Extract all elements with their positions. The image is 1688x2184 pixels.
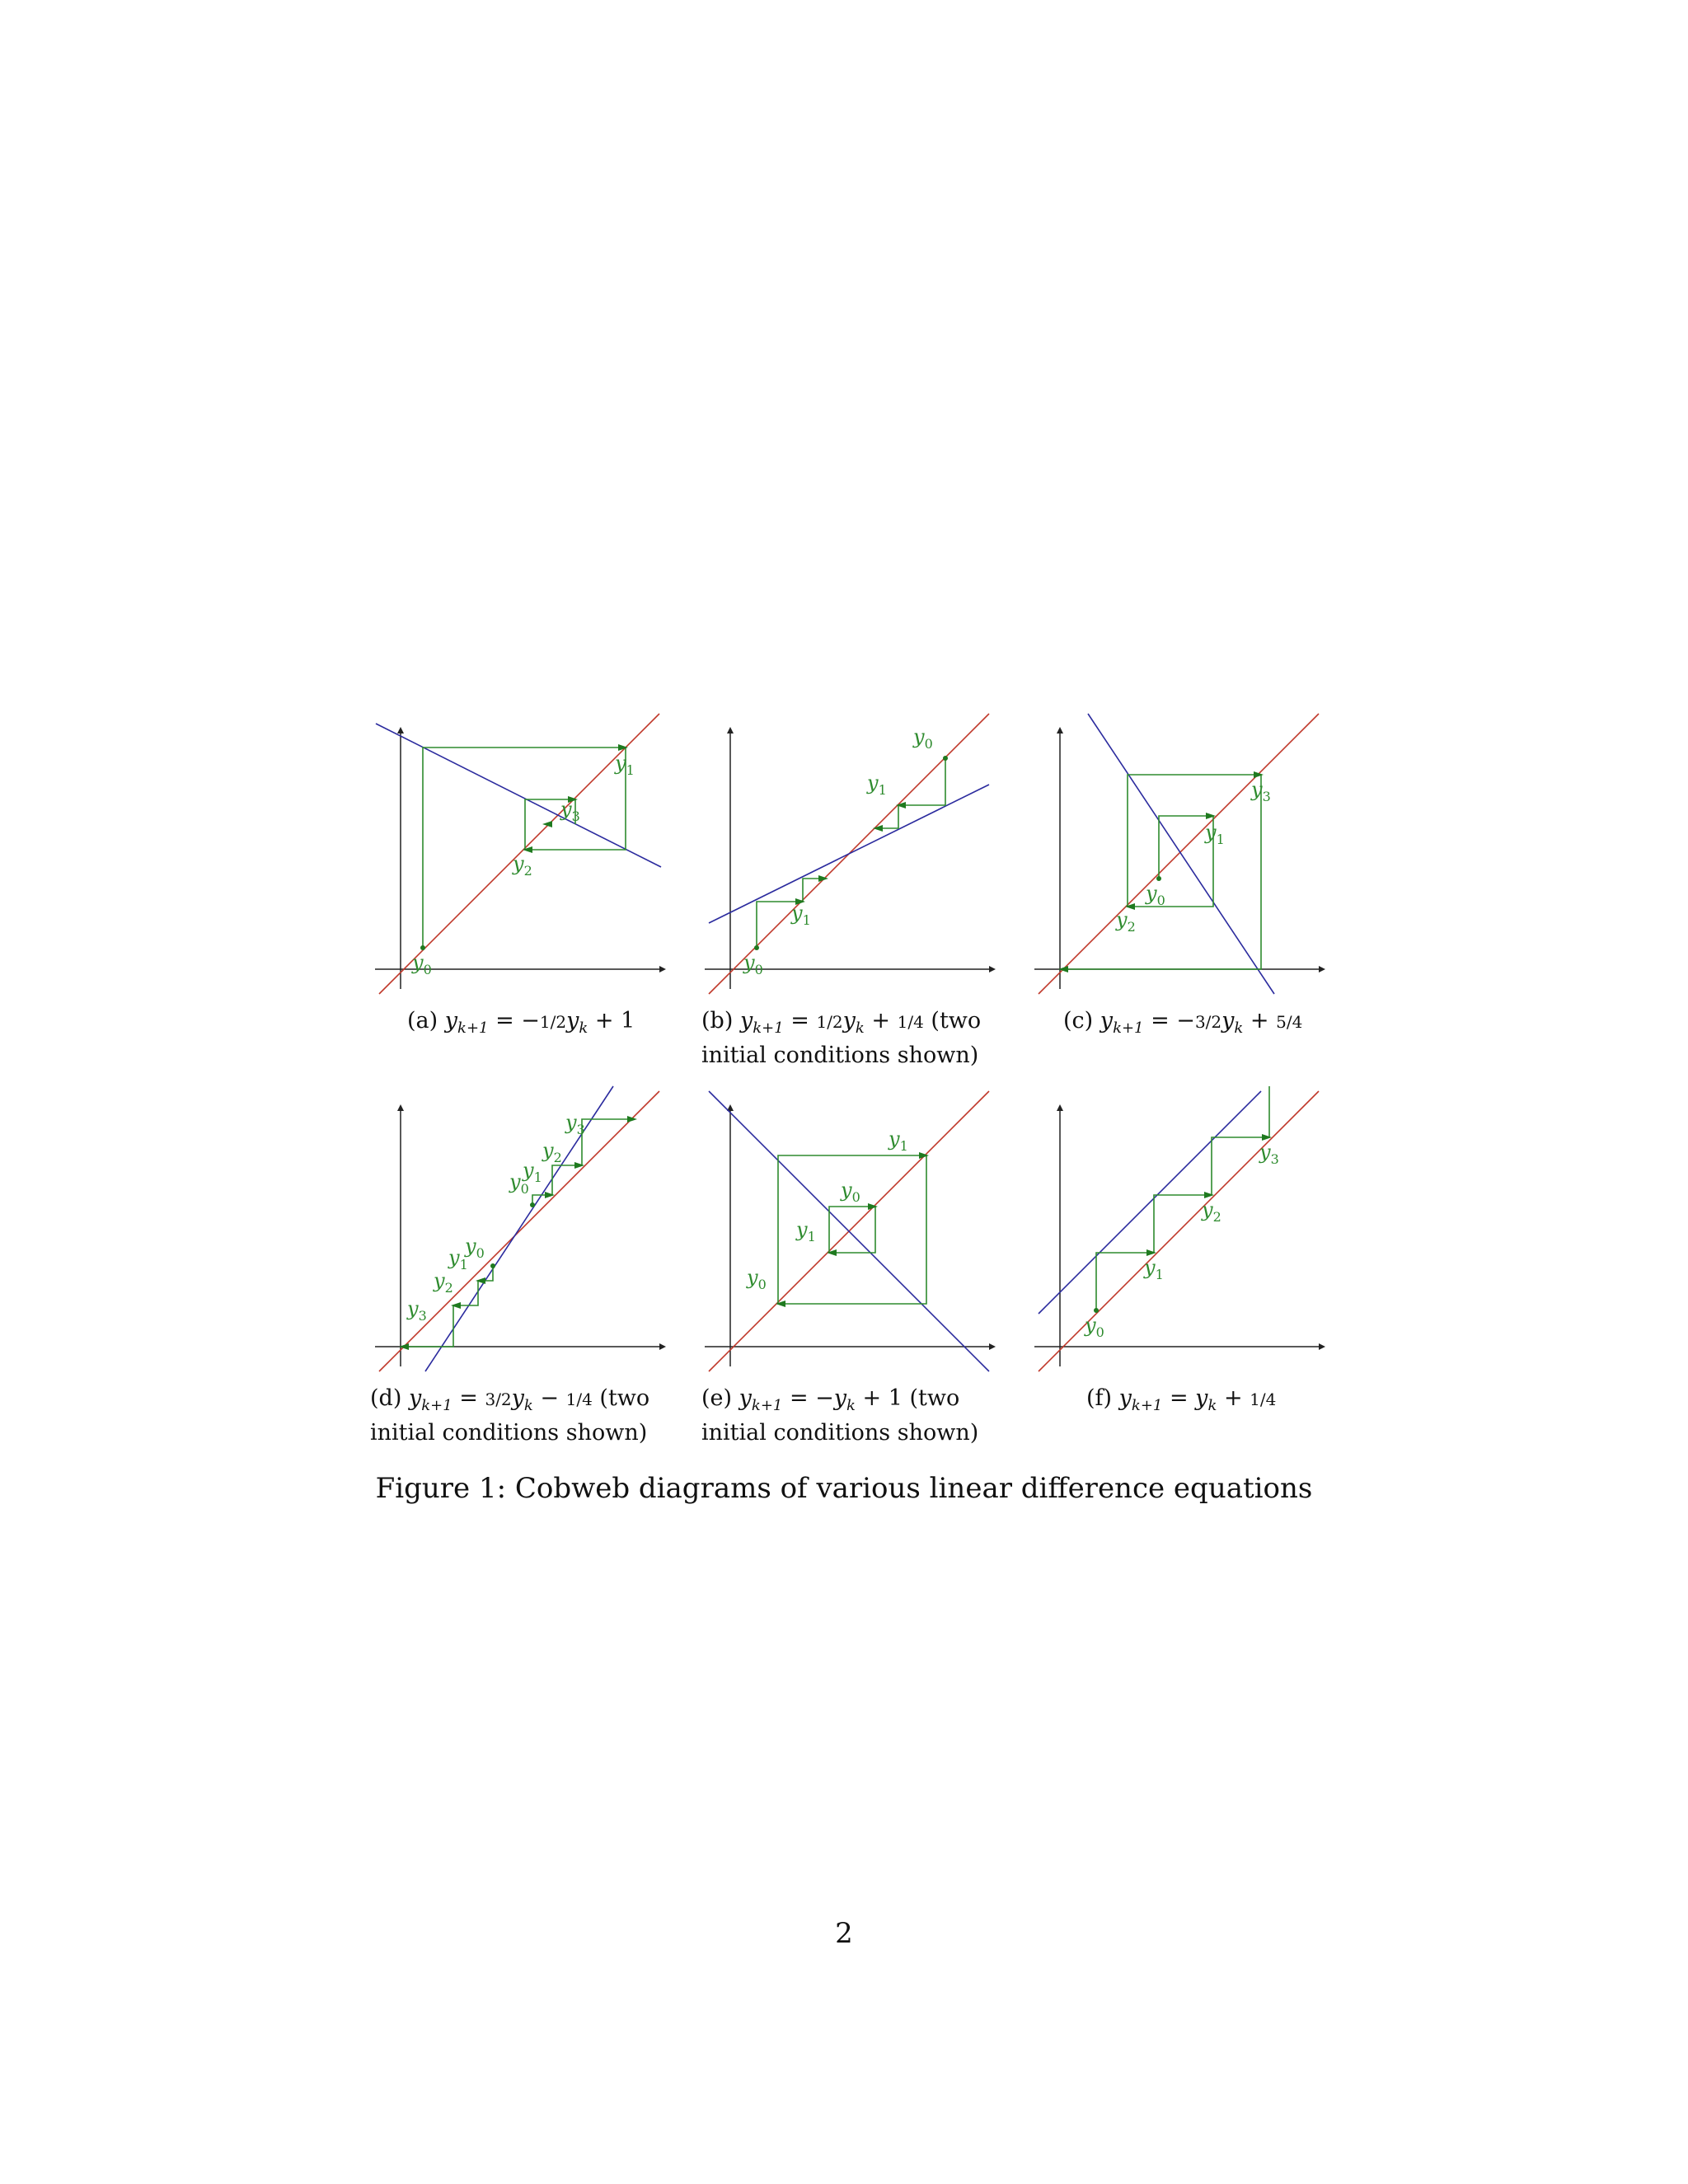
label-y0-upper: $y_0$ <box>913 725 933 752</box>
cobweb-diagram-c <box>1030 709 1327 1005</box>
label-y0-upper: $y_0$ <box>509 1170 529 1197</box>
label-y0: $y_0$ <box>1146 882 1165 908</box>
label-y1-outer: $y_1$ <box>889 1127 908 1154</box>
label-y1-lower: $y_1$ <box>448 1246 468 1272</box>
x-axis-arrow <box>989 966 996 972</box>
map-line <box>1088 714 1274 994</box>
label-y1: $y_1$ <box>1205 821 1225 847</box>
label-y0: $y_0$ <box>1085 1314 1104 1340</box>
panel-b <box>701 709 997 1005</box>
label-y3: $y_3$ <box>560 798 580 824</box>
x-axis-arrow <box>1319 1343 1325 1350</box>
point <box>530 1202 535 1207</box>
cobweb-diagram-e <box>701 1086 997 1383</box>
arrow <box>776 1301 785 1307</box>
panel-f <box>1030 1086 1327 1383</box>
label-y1-upper: $y_1$ <box>867 771 887 798</box>
diagonal-line <box>1039 714 1319 994</box>
cobweb-square-inner <box>829 1207 875 1253</box>
diagonal-line <box>1039 1091 1319 1371</box>
panel-c <box>1030 709 1327 1005</box>
label-y3: $y_3$ <box>1251 778 1271 804</box>
arrow <box>873 825 883 832</box>
y-axis-arrow <box>727 727 734 733</box>
diagonal-line <box>379 1091 659 1371</box>
label-y1: $y_1$ <box>615 752 635 778</box>
label-y0: $y_0$ <box>412 951 432 977</box>
label-y3-upper: $y_3$ <box>565 1111 585 1137</box>
point <box>754 945 759 950</box>
caption-f: (f) $y_{k+1} = y_k + 1/4$ <box>1086 1385 1277 1414</box>
page-number: 2 <box>835 1917 853 1950</box>
label-y3: $y_3$ <box>1259 1141 1279 1167</box>
label-y2: $y_2$ <box>513 852 532 879</box>
caption-c: (c) $y_{k+1} = -3/2y_k + 5/4$ <box>1063 1008 1303 1037</box>
label-y1: $y_1$ <box>1144 1256 1164 1282</box>
arrow <box>827 1249 837 1256</box>
label-y0-lower: $y_0$ <box>465 1235 485 1261</box>
label-y0-outer: $y_0$ <box>747 1266 767 1292</box>
label-y2: $y_2$ <box>1116 908 1136 935</box>
point <box>420 945 425 950</box>
x-axis-arrow <box>989 1343 996 1350</box>
label-y2-upper: $y_2$ <box>542 1139 562 1165</box>
panel-a <box>371 709 668 1005</box>
panel-d <box>371 1086 668 1383</box>
cobweb-diagram-f <box>1030 1086 1327 1383</box>
point <box>490 1263 495 1268</box>
figure-caption: Figure 1: Cobweb diagrams of various linear difference equations <box>375 1472 1313 1505</box>
map-line <box>1039 1091 1261 1314</box>
label-y1-upper: $y_1$ <box>523 1159 542 1185</box>
label-y1-inner: $y_1$ <box>796 1218 816 1244</box>
cobweb-diagram-b <box>701 709 997 1005</box>
point <box>1094 1308 1099 1313</box>
y-axis-arrow <box>397 1104 404 1111</box>
label-y3-lower: $y_3$ <box>407 1297 427 1324</box>
arrow <box>627 1116 637 1122</box>
y-axis-arrow <box>1057 727 1063 733</box>
label-y0-inner: $y_0$ <box>841 1179 860 1205</box>
y-axis-arrow <box>1057 1104 1063 1111</box>
caption-d: (d) $y_{k+1} = 3/2y_k - 1/4$ (two initial conditions shown) <box>370 1385 650 1446</box>
point <box>943 756 948 761</box>
label-y2: $y_2$ <box>1202 1198 1221 1225</box>
label-y0: $y_0$ <box>743 951 763 977</box>
label-y1: $y_1$ <box>791 902 811 928</box>
x-axis-arrow <box>659 1343 666 1350</box>
panel-e <box>701 1086 997 1383</box>
label-y2-lower: $y_2$ <box>434 1269 453 1296</box>
arrow <box>523 846 532 853</box>
x-axis-arrow <box>659 966 666 972</box>
arrow <box>896 802 906 808</box>
caption-b: (b) $y_{k+1} = 1/2y_k + 1/4$ (two initial conditions shown) <box>701 1008 982 1068</box>
cobweb-diagram-a <box>371 709 668 1005</box>
arrow <box>1254 771 1264 778</box>
map-line <box>709 785 989 923</box>
arrow <box>476 1277 485 1284</box>
x-axis-arrow <box>1319 966 1325 972</box>
caption-e: (e) $y_{k+1} = -y_k + 1$ (two initial conditions shown) <box>701 1385 979 1446</box>
arrow <box>451 1302 461 1309</box>
cobweb-diagram-d <box>371 1086 668 1383</box>
caption-a: (a) $y_{k+1} = -1/2y_k + 1$ <box>407 1008 635 1037</box>
point <box>1156 876 1161 881</box>
cobweb-path <box>1096 1086 1269 1310</box>
y-axis-arrow <box>397 727 404 733</box>
